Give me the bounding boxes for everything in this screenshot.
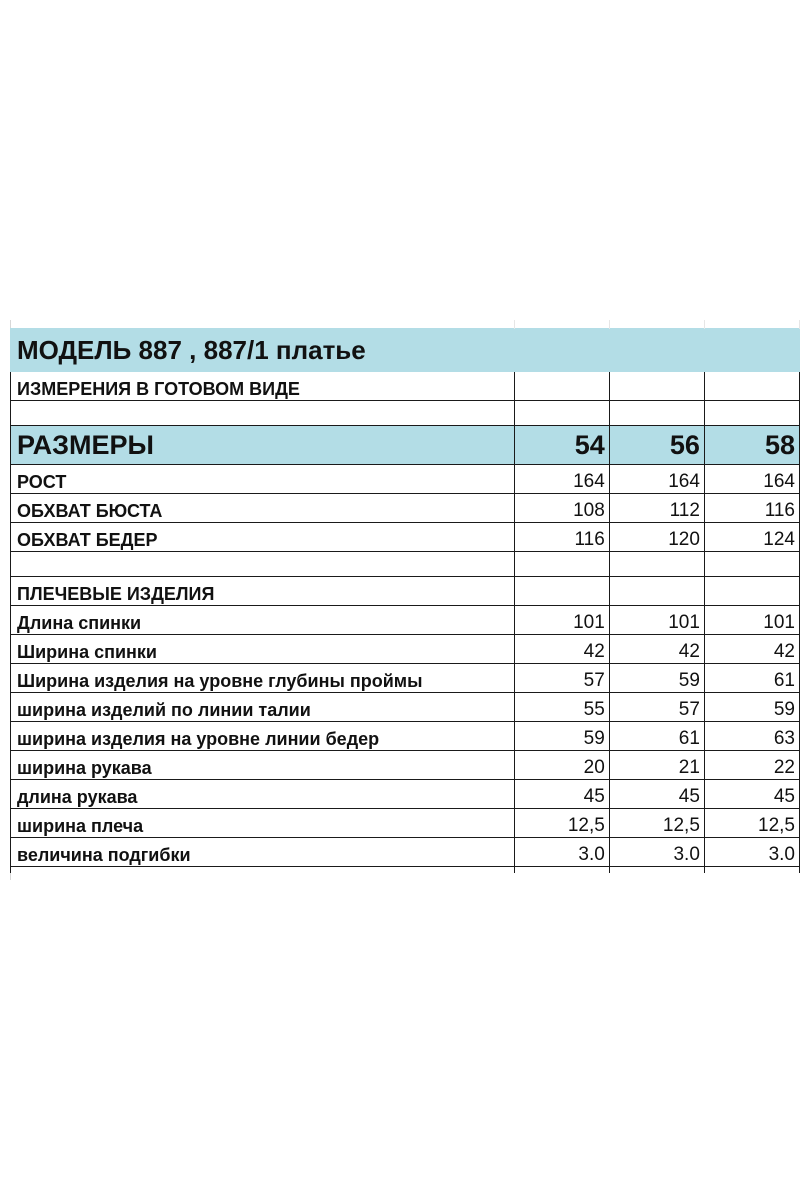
value-cell[interactable]: 12,5 <box>514 809 609 838</box>
value-cell[interactable]: 101 <box>704 606 799 635</box>
value-cell[interactable]: 116 <box>514 523 609 552</box>
measurements-subtitle[interactable]: ИЗМЕРЕНИЯ В ГОТОВОМ ВИДЕ <box>11 372 515 401</box>
table-row <box>11 635 800 664</box>
empty-cell[interactable] <box>609 577 704 606</box>
empty-cell[interactable] <box>704 401 799 426</box>
empty-cell[interactable] <box>514 552 609 577</box>
row-label[interactable]: Длина спинки <box>11 606 515 635</box>
top-gridline-row <box>11 320 800 329</box>
size-cell[interactable]: 54 <box>514 426 609 465</box>
value-cell[interactable]: 61 <box>609 722 704 751</box>
row-label[interactable]: ширина плеча <box>11 809 515 838</box>
section-row <box>11 577 800 606</box>
table-row <box>11 780 800 809</box>
empty-cell[interactable] <box>11 401 515 426</box>
table-row <box>11 838 800 867</box>
row-label[interactable]: длина рукава <box>11 780 515 809</box>
table-row <box>11 751 800 780</box>
row-label[interactable]: РОСТ <box>11 465 515 494</box>
value-cell[interactable]: 164 <box>514 465 609 494</box>
empty-cell[interactable] <box>609 401 704 426</box>
value-cell[interactable]: 21 <box>609 751 704 780</box>
empty-cell[interactable] <box>11 552 515 577</box>
value-cell[interactable]: 108 <box>514 494 609 523</box>
sizes-label[interactable]: РАЗМЕРЫ <box>11 426 515 465</box>
row-label[interactable]: ОБХВАТ БЕДЕР <box>11 523 515 552</box>
row-label[interactable]: Ширина изделия на уровне глубины проймы <box>11 664 515 693</box>
empty-cell[interactable] <box>514 401 609 426</box>
value-cell[interactable]: 45 <box>514 780 609 809</box>
sizes-header-row <box>11 426 800 465</box>
table-row <box>11 809 800 838</box>
value-cell[interactable]: 55 <box>514 693 609 722</box>
value-cell[interactable]: 63 <box>704 722 799 751</box>
table-row <box>11 664 800 693</box>
value-cell[interactable]: 116 <box>704 494 799 523</box>
row-label[interactable]: величина подгибки <box>11 838 515 867</box>
value-cell[interactable]: 164 <box>704 465 799 494</box>
row-label[interactable]: ширина изделий по линии талии <box>11 693 515 722</box>
value-cell[interactable]: 120 <box>609 523 704 552</box>
title-row <box>11 329 800 372</box>
value-cell[interactable]: 57 <box>609 693 704 722</box>
table-row <box>11 523 800 552</box>
model-title[interactable]: МОДЕЛЬ 887 , 887/1 платье <box>11 329 800 372</box>
value-cell[interactable]: 45 <box>704 780 799 809</box>
value-cell[interactable]: 12,5 <box>704 809 799 838</box>
size-cell[interactable]: 56 <box>609 426 704 465</box>
row-label[interactable]: Ширина спинки <box>11 635 515 664</box>
value-cell[interactable]: 101 <box>514 606 609 635</box>
row-label[interactable]: ширина рукава <box>11 751 515 780</box>
table-row <box>11 494 800 523</box>
value-cell[interactable]: 124 <box>704 523 799 552</box>
value-cell[interactable]: 42 <box>609 635 704 664</box>
value-cell[interactable]: 42 <box>514 635 609 664</box>
tail-gridline-row <box>11 867 800 874</box>
value-cell[interactable]: 164 <box>609 465 704 494</box>
table-row <box>11 722 800 751</box>
value-cell[interactable]: 61 <box>704 664 799 693</box>
section-label[interactable]: ПЛЕЧЕВЫЕ ИЗДЕЛИЯ <box>11 577 515 606</box>
subtitle-row <box>11 372 800 401</box>
value-cell[interactable]: 22 <box>704 751 799 780</box>
value-cell[interactable]: 42 <box>704 635 799 664</box>
table-row <box>11 693 800 722</box>
empty-cell[interactable] <box>609 552 704 577</box>
table-row <box>11 606 800 635</box>
size-chart-table <box>10 320 800 873</box>
row-label[interactable]: ОБХВАТ БЮСТА <box>11 494 515 523</box>
value-cell[interactable]: 57 <box>514 664 609 693</box>
row-label[interactable]: ширина изделия на уровне линии бедер <box>11 722 515 751</box>
value-cell[interactable]: 59 <box>609 664 704 693</box>
value-cell[interactable]: 3.0 <box>514 838 609 867</box>
size-cell[interactable]: 58 <box>704 426 799 465</box>
empty-cell[interactable] <box>609 372 704 401</box>
empty-cell[interactable] <box>514 577 609 606</box>
value-cell[interactable]: 3.0 <box>609 838 704 867</box>
table-row <box>11 465 800 494</box>
blank-row <box>11 401 800 426</box>
empty-cell[interactable] <box>704 577 799 606</box>
value-cell[interactable]: 12,5 <box>609 809 704 838</box>
value-cell[interactable]: 20 <box>514 751 609 780</box>
value-cell[interactable]: 59 <box>514 722 609 751</box>
value-cell[interactable]: 101 <box>609 606 704 635</box>
empty-cell[interactable] <box>704 372 799 401</box>
measurement-sheet <box>10 320 800 873</box>
blank-row <box>11 552 800 577</box>
empty-cell[interactable] <box>704 552 799 577</box>
value-cell[interactable]: 112 <box>609 494 704 523</box>
value-cell[interactable]: 3.0 <box>704 838 799 867</box>
empty-cell[interactable] <box>514 372 609 401</box>
value-cell[interactable]: 45 <box>609 780 704 809</box>
value-cell[interactable]: 59 <box>704 693 799 722</box>
